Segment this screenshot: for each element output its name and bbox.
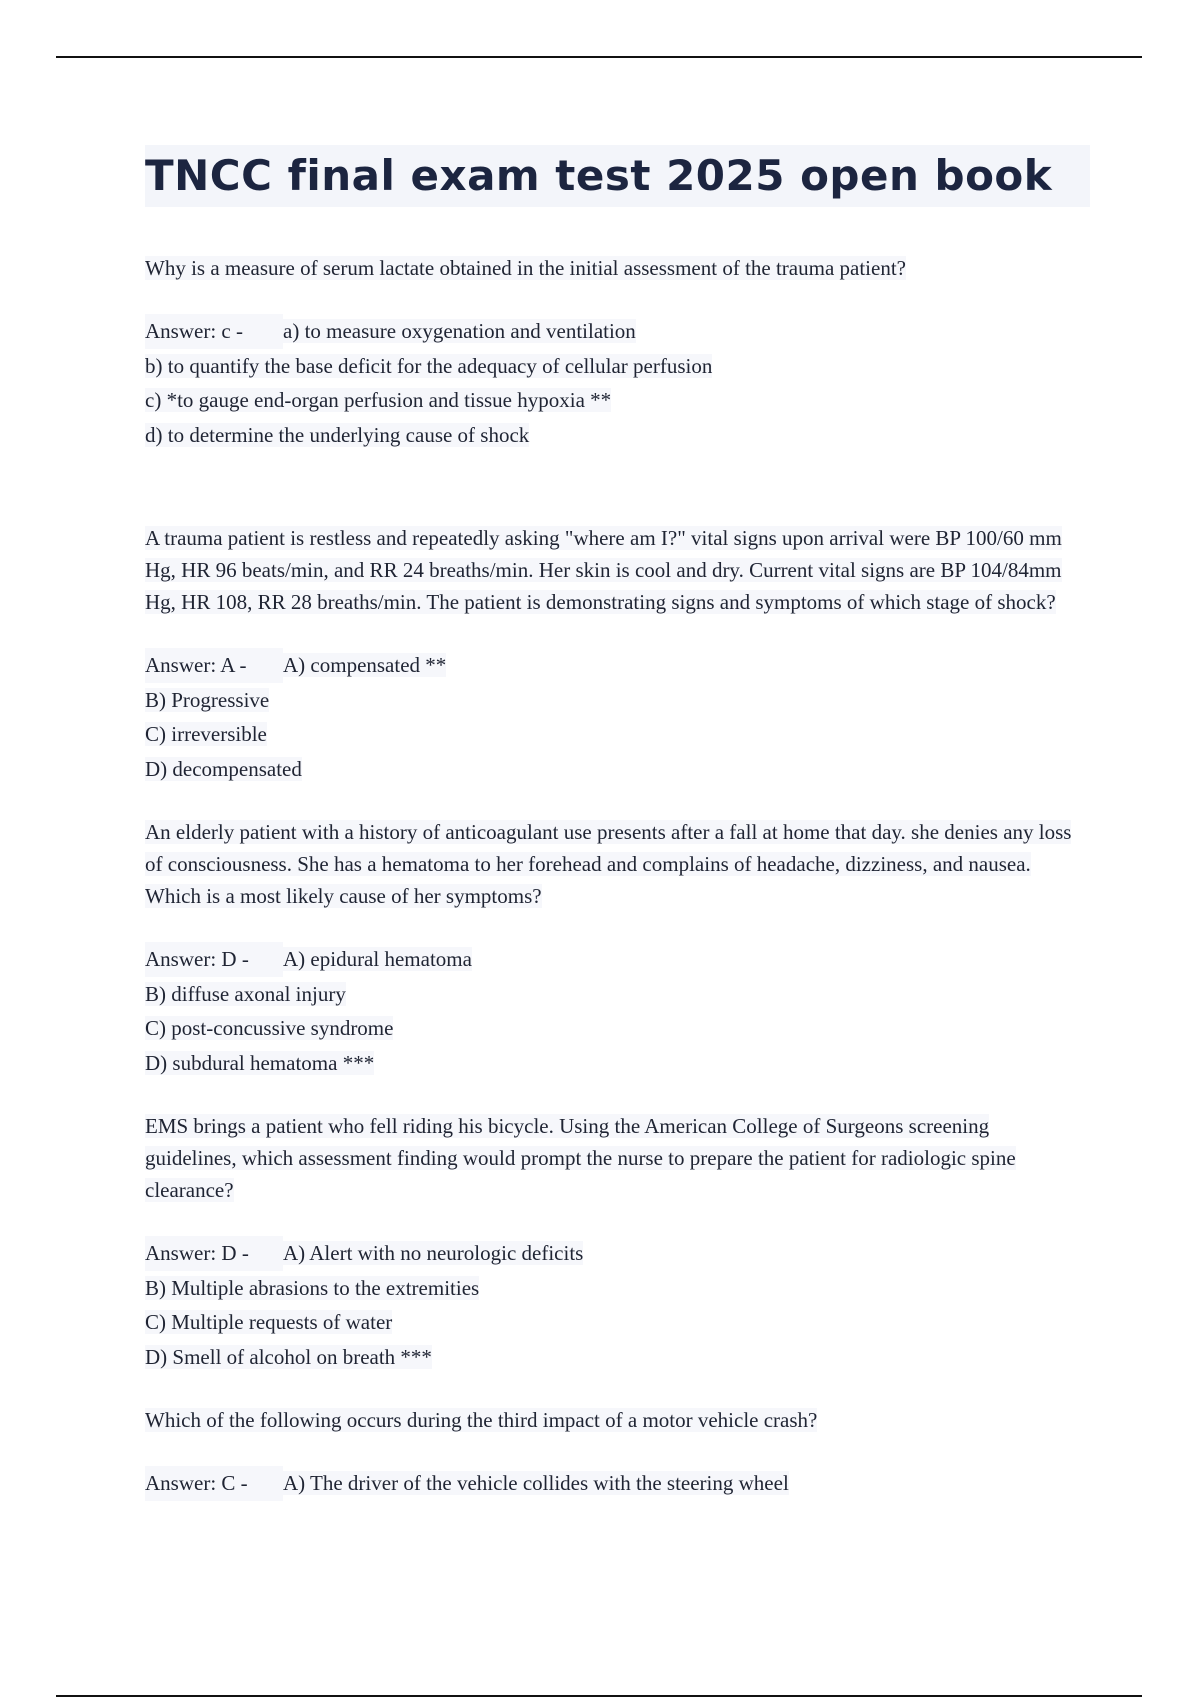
question-text: Why is a measure of serum lactate obtained in the initial assessment of the trauma patient? bbox=[145, 256, 906, 280]
option-item: b) to quantify the base deficit for the adequacy of cellular perfusion bbox=[145, 353, 713, 378]
question-block bbox=[145, 1404, 1085, 1436]
option-row bbox=[145, 349, 1085, 384]
answer-label: Answer: A - bbox=[145, 648, 283, 683]
question-block bbox=[145, 816, 1085, 912]
answer-line bbox=[145, 1236, 1085, 1271]
question-text: A trauma patient is restless and repeatedly asking "where am I?" vital signs upon arrival were BP 100/60 mm Hg, HR 96 beats/min, and RR 24 breaths/min. Her skin is cool and dry. Current vital signs are BP 104/84mm Hg, HR 108, RR 28 breaths/min. The patient is demonstrating signs and symptoms of which stage of shock? bbox=[145, 526, 1062, 614]
option-item: B) diffuse axonal injury bbox=[145, 981, 346, 1006]
option-item: c) *to gauge end-organ perfusion and tissue hypoxia ** bbox=[145, 388, 612, 412]
document-body bbox=[145, 252, 1085, 1501]
option-row bbox=[145, 683, 1085, 718]
option-row bbox=[145, 752, 1085, 787]
option-row bbox=[145, 1305, 1085, 1340]
option-row bbox=[145, 717, 1085, 752]
option-row bbox=[145, 383, 1085, 418]
answer-label: Answer: C - bbox=[145, 1466, 283, 1501]
option-item: A) Alert with no neurologic deficits bbox=[283, 1241, 584, 1265]
option-item: D) subdural hematoma *** bbox=[145, 1050, 375, 1075]
question-block bbox=[145, 252, 1085, 284]
page-title: TNCC final exam test 2025 open book bbox=[145, 145, 1090, 207]
answer-block bbox=[145, 1466, 1085, 1501]
option-row bbox=[145, 1340, 1085, 1375]
question-text: An elderly patient with a history of anticoagulant use presents after a fall at home that day. she denies any loss of consciousness. She has a hematoma to her forehead and complains of headache, dizziness, and nausea. Which is a most likely cause of her symptoms? bbox=[145, 820, 1072, 908]
option-item: C) Multiple requests of water bbox=[145, 1310, 393, 1334]
answer-label: Answer: c - bbox=[145, 314, 283, 349]
question-text: EMS brings a patient who fell riding his bicycle. Using the American College of Surgeons screening guidelines, which assessment finding would prompt the nurse to prepare the patient for radiologic spine clearance? bbox=[145, 1114, 1016, 1202]
option-item: D) Smell of alcohol on breath *** bbox=[145, 1344, 432, 1369]
answer-line bbox=[145, 942, 1085, 977]
option-item: d) to determine the underlying cause of shock bbox=[145, 422, 530, 447]
question-block bbox=[145, 522, 1085, 618]
option-item: B) Multiple abrasions to the extremities bbox=[145, 1275, 480, 1300]
bottom-rule bbox=[56, 1695, 1142, 1697]
option-item: a) to measure oxygenation and ventilation bbox=[283, 319, 636, 343]
answer-block bbox=[145, 648, 1085, 786]
top-rule bbox=[56, 56, 1142, 58]
option-item: B) Progressive bbox=[145, 687, 270, 712]
option-row bbox=[145, 418, 1085, 453]
answer-line bbox=[145, 314, 1085, 349]
question-block bbox=[145, 1110, 1085, 1206]
question-text: Which of the following occurs during the third impact of a motor vehicle crash? bbox=[145, 1408, 818, 1432]
option-row bbox=[145, 977, 1085, 1012]
answer-line bbox=[145, 648, 1085, 683]
option-item: C) post-concussive syndrome bbox=[145, 1016, 394, 1040]
answer-block bbox=[145, 942, 1085, 1080]
option-item: A) The driver of the vehicle collides with the steering wheel bbox=[283, 1471, 789, 1495]
option-item: C) irreversible bbox=[145, 722, 267, 746]
option-row bbox=[145, 1271, 1085, 1306]
answer-label: Answer: D - bbox=[145, 942, 283, 977]
option-item: D) decompensated bbox=[145, 756, 302, 781]
option-row bbox=[145, 1046, 1085, 1081]
answer-block bbox=[145, 314, 1085, 452]
answer-block bbox=[145, 1236, 1085, 1374]
option-item: A) compensated ** bbox=[283, 653, 447, 677]
option-item: A) epidural hematoma bbox=[283, 947, 472, 971]
answer-label: Answer: D - bbox=[145, 1236, 283, 1271]
option-row bbox=[145, 1011, 1085, 1046]
answer-line bbox=[145, 1466, 1085, 1501]
